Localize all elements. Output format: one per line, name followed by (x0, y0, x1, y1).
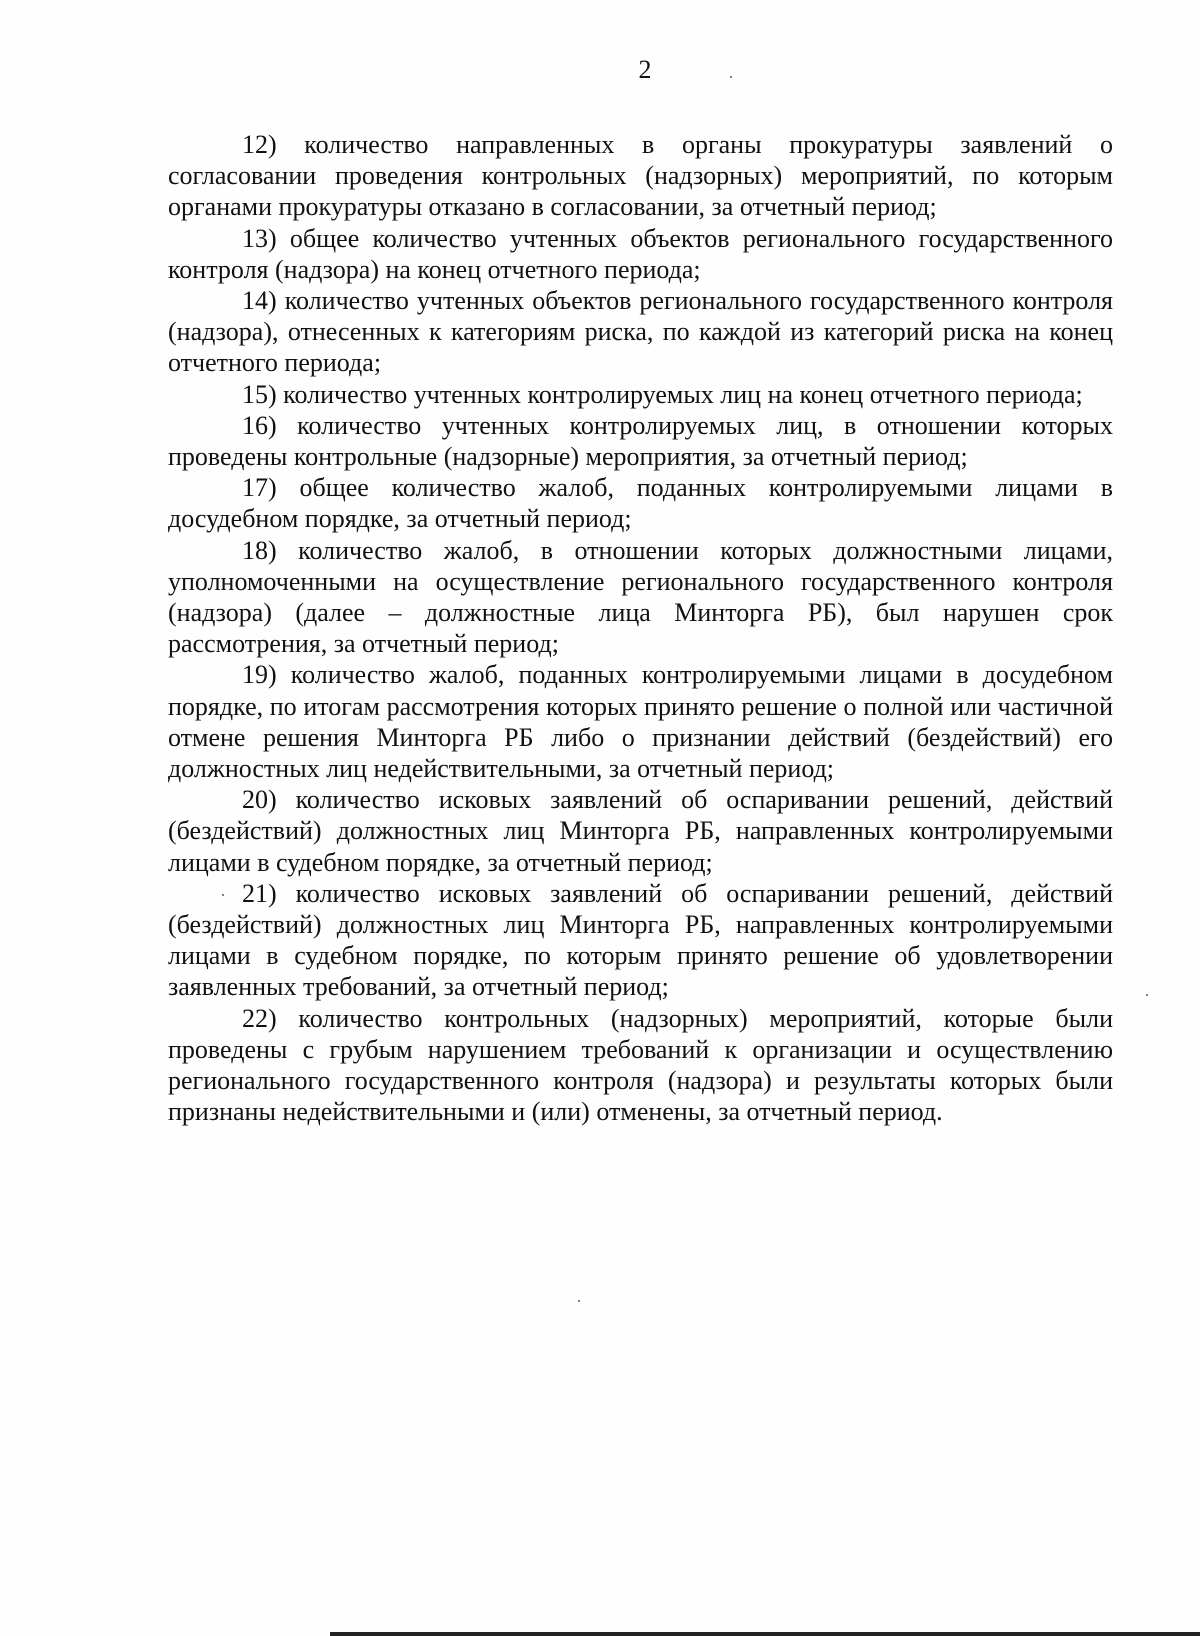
scan-speck (1146, 994, 1148, 996)
list-item-21: 21) количество исковых заявлений об оспаривании решений, действий (бездействий) должностных лиц Минторга РБ, направленных контролируемыми лицами в судебном порядке, по которым принято решение об удовлетворении заявленных требований, за отчетный период; (168, 878, 1113, 1002)
document-body (168, 129, 1113, 1128)
scan-speck (222, 894, 224, 896)
page-number: 2 (638, 55, 652, 84)
scan-speck (730, 76, 732, 78)
scan-speck (578, 1300, 580, 1302)
list-item-20: 20) количество исковых заявлений об оспаривании решений, действий (бездействий) должностных лиц Минторга РБ, направленных контролируемыми лицами в судебном порядке, за отчетный период; (168, 785, 1113, 877)
list-item-18: 18) количество жалоб, в отношении которых должностными лицами, уполномоченными на осуществление регионального государственного контроля (надзора) (далее – должностные лица Минторга РБ), был нарушен срок рассмотрения, за отчетный период; (168, 535, 1113, 659)
list-item-16: 16) количество учтенных контролируемых лиц, в отношении которых проведены контрольные (надзорные) мероприятия, за отчетный период; (168, 410, 1113, 472)
scan-edge (330, 1632, 1200, 1636)
list-item-14: 14) количество учтенных объектов регионального государственного контроля (надзора), отнесенных к категориям риска, по каждой из категорий риска на конец отчетного периода; (168, 286, 1113, 378)
list-item-13: 13) общее количество учтенных объектов регионального государственного контроля (надзора) на конец отчетного периода; (168, 223, 1113, 284)
list-item-19: 19) количество жалоб, поданных контролируемыми лицами в досудебном порядке, по итогам рассмотрения которых принято решение о полной или частичной отмене решения Минторга РБ либо о признании действий (бездействий) его должностных лиц недействительными, за отчетный период; (168, 660, 1113, 784)
list-item-22: 22) количество контрольных (надзорных) мероприятий, которые были проведены с грубым нарушением требований к организации и осуществлению регионального государственного контроля (надзора) и результаты которых были признаны недействительными и (или) отменены, за отчетный период. (168, 1003, 1113, 1127)
list-item-17: 17) общее количество жалоб, поданных контролируемыми лицами в досудебном порядке, за отчетный период; (168, 473, 1113, 534)
list-item-12: 12) количество направленных в органы прокуратуры заявлений о согласовании проведения контрольных (надзорных) мероприятий, по которым органами прокуратуры отказано в согласовании, за отчетный период; (168, 130, 1113, 222)
list-item-15: 15) количество учтенных контролируемых лиц на конец отчетного периода; (242, 379, 1083, 409)
